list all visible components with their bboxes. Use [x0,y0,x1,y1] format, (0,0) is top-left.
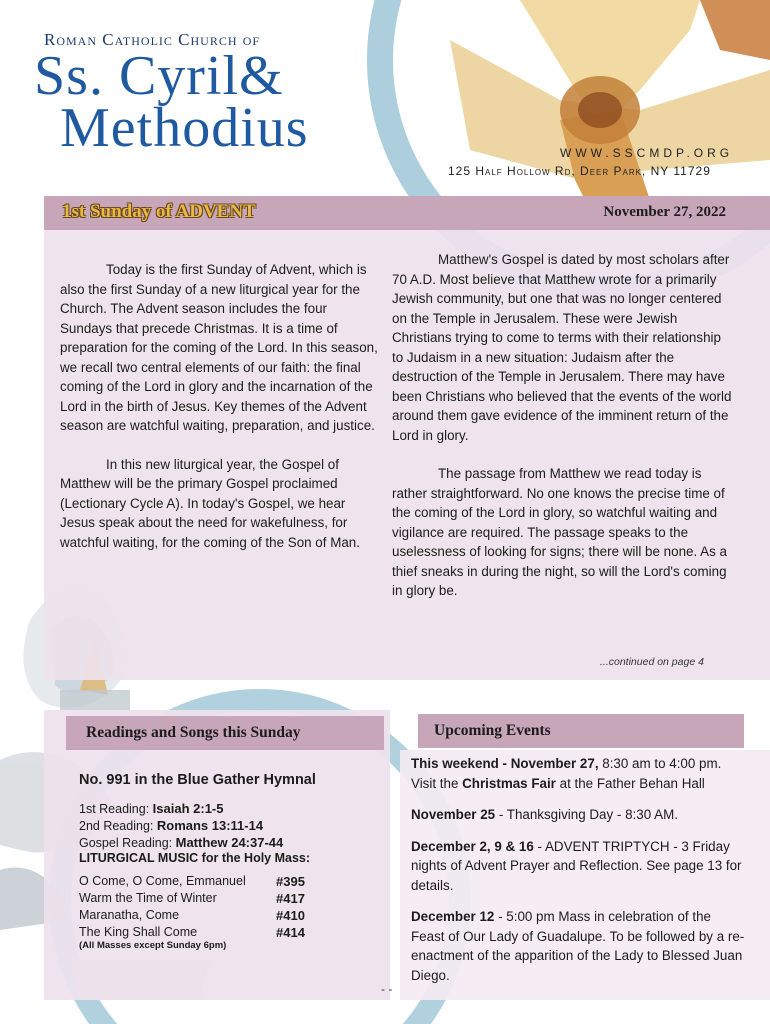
event-date: November 25 [411,807,496,822]
article-right-column [392,250,734,620]
song-number: #410 [276,908,305,923]
logo-name-line-2: Methodius [60,97,309,159]
event-highlight: Christmas Fair [462,775,556,791]
reading-row [79,801,224,816]
event-item [411,837,747,896]
reading-reference: Isaiah 2:1-5 [152,801,224,816]
event-date: December 2, 9 & 16 [411,838,534,854]
event-text: - ADVENT TRIPTYCH - 3 Friday nights of Advent Prayer and Reflection. See page 13 for details. [411,838,742,893]
masses-note: (All Masses except Sunday 6pm) [79,940,227,951]
article-paragraph: Today is the first Sunday of Advent, which is also the first Sunday of a new liturgical year for the Church. The Advent season includes the four Sundays that precede Christmas. It is a time of preparation for the coming of the Lord. In this season, we recall two central elements of our faith: the final coming of the Lord in glory and the incarnation of the Lord in the birth of Jesus. Key themes of the Advent season are watchful waiting, preparation, and justice. [60,262,378,433]
reading-row [79,818,263,833]
church-name-line: Roman Catholic Church of [44,30,261,49]
continued-note: ...continued on page 4 [600,656,704,668]
event-item [411,754,747,793]
church-address: 125 Half Hollow Rd, Deer Park, NY 11729 [448,164,711,178]
reading-label: 2nd Reading: [79,819,154,833]
event-item [411,907,747,985]
event-text: at the Father Behan Hall [555,775,705,791]
event-date: This weekend - November 27, [411,756,599,771]
article-left-column [60,260,380,571]
website-url[interactable]: WWW.SSCMDP.ORG [560,146,734,160]
bulletin-date: November 27, 2022 [603,204,726,220]
sunday-title: 1st Sunday of ADVENT [62,201,256,222]
article-paragraph: Matthew's Gospel is dated by most scholars after 70 A.D. Most believe that Matthew wrote for a primarily Jewish community, but one that was no longer centered on the Temple in Jerusalem. These were Jewish Christians trying to come to terms with their relationship to Judaism in a new situation: Judaism after the destruction of the Temple in Jerusalem. There may have been Christians who believed that the events of the world around them gave evidence of the imminent return of the Lord in glory. [392,252,732,443]
hymnal-number: No. 991 in the Blue Gather Hymnal [79,772,316,788]
song-name: Maranatha, Come [79,908,180,922]
event-date: December 12 [411,909,495,924]
reading-reference: Matthew 24:37-44 [175,835,284,850]
liturgical-music-title: LITURGICAL MUSIC for the Holy Mass: [79,851,311,865]
song-name: Warm the Time of Winter [79,891,217,905]
article-paragraph: In this new liturgical year, the Gospel of Matthew will be the primary Gospel proclaimed (Lectionary Cycle A). In today's Gospel, we hear Jesus speak about the need for wakefulness, for watchful waiting, for the coming of the Son of Man. [60,456,360,550]
event-text: - 5:00 pm Mass in celebration of the Feast of Our Lady of Guadalupe. To be followed by a re-enactment of the apparition of the Lady to Blessed Juan Diego. [411,909,745,983]
advent-title-bar [44,196,770,230]
page-marker: - - [381,982,393,996]
logo-name-line-1: Ss. Cyril& [34,45,284,107]
events-heading: Upcoming Events [434,722,551,739]
reading-row [79,835,283,850]
event-text: 8:30 am to 4:00 pm. Visit the [411,756,722,791]
song-number: #395 [276,874,305,889]
readings-heading-bar [66,716,384,750]
article-paragraph: The passage from Matthew we read today is rather straightforward. No one knows the precise time of the coming of the Lord in glory, so watchful waiting and vigilance are required. The passage speaks to the uselessness of looking for signs; there will be none. As a thief sneaks in during the night, so will the Lord's coming in glory be. [392,466,727,598]
events-heading-bar [418,714,744,748]
song-number: #414 [276,925,305,940]
event-item [411,805,747,825]
song-name: O Come, O Come, Emmanuel [79,874,246,888]
readings-heading: Readings and Songs this Sunday [86,724,301,741]
song-name: The King Shall Come [79,925,198,939]
reading-reference: Romans 13:11-14 [156,818,264,833]
events-list [411,754,747,997]
event-text: - Thanksgiving Day - 8:30 AM. [495,807,678,822]
song-number: #417 [276,891,305,906]
reading-label: Gospel Reading: [79,836,173,850]
reading-label: 1st Reading: [79,802,150,816]
